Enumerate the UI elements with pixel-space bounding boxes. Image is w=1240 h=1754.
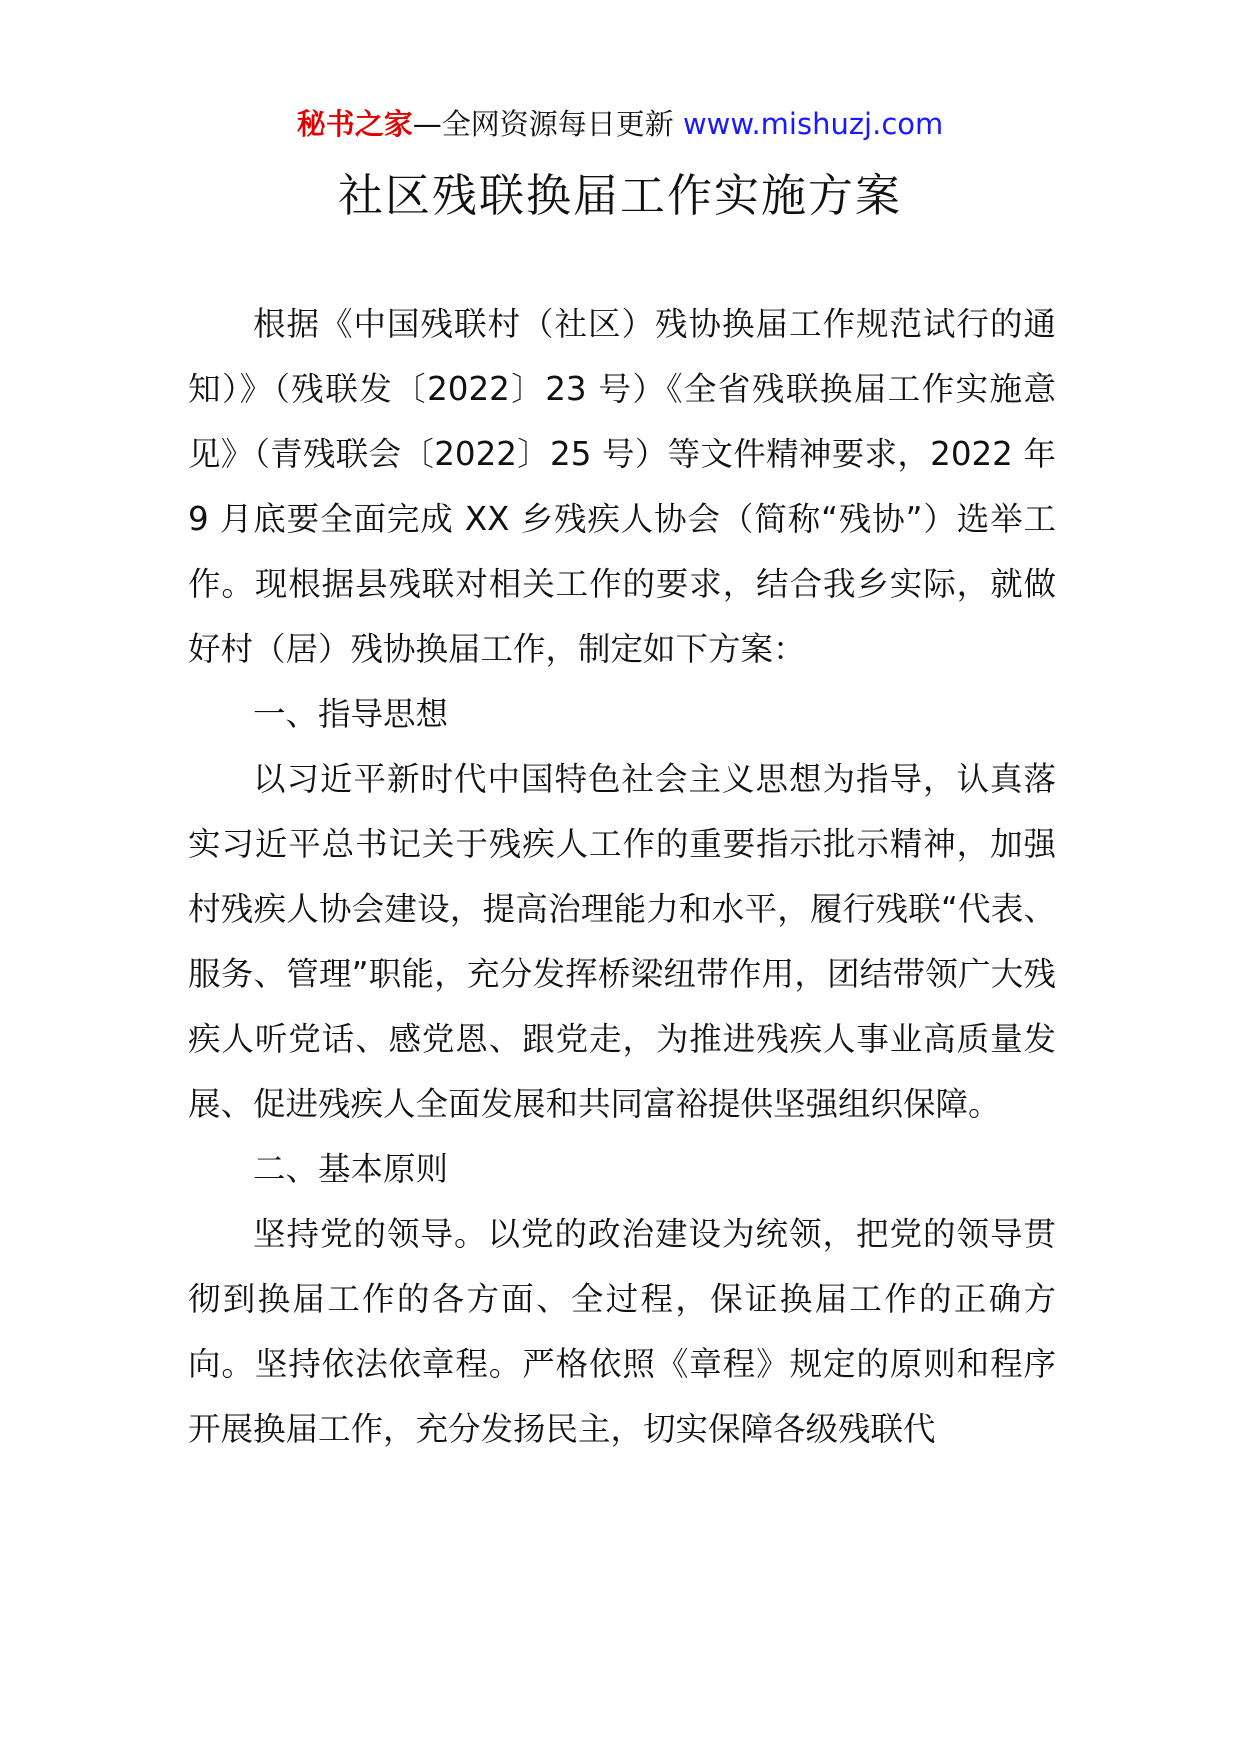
document-body — [188, 292, 1056, 1462]
site-banner — [0, 102, 1240, 146]
document-title: 社区残联换届工作实施方案 — [337, 169, 902, 222]
site-slogan: —全网资源每日更新 — [412, 107, 674, 141]
section-heading-guiding-ideology: 一、指导思想 — [253, 695, 449, 733]
section-heading-basic-principles: 二、基本原则 — [253, 1150, 449, 1188]
guiding-ideology-paragraph: 以习近平新时代中国特色社会主义思想为指导，认真落实习近平总书记关于残疾人工作的重要指示批示精神，加强村残疾人协会建设，提高治理能力和水平，履行残联“代表、服务、管理”职能，充分发挥桥梁纽带作用，团结带领广大残疾人听党话、感党恩、跟党走，为推进残疾人事业高质量发展、促进残疾人全面发展和共同富裕提供坚强组织保障。 — [188, 760, 1056, 1123]
basic-principles-paragraph: 坚持党的领导。以党的政治建设为统领，把党的领导贯彻到换届工作的各方面、全过程，保证换届工作的正确方向。坚持依法依章程。严格依照《章程》规定的原则和程序开展换届工作，充分发扬民主，切实保障各级残联代 — [188, 1215, 1056, 1448]
site-url-link[interactable]: www.mishuzj.com — [682, 107, 944, 141]
site-brand: 秘书之家 — [296, 107, 413, 141]
intro-paragraph: 根据《中国残联村（社区）残协换届工作规范试行的通知）》（残联发〔2022〕23 号）《全省残联换届工作实施意见》（青残联会〔2022〕25 号）等文件精神要求，2022 年 9 月底要全面完成 XX 乡残疾人协会（简称“残协”）选举工作。现根据县残联对相关工作的要求，结合我乡实际，就做好村（居）残协换届工作，制定如下方案： — [188, 305, 1056, 668]
